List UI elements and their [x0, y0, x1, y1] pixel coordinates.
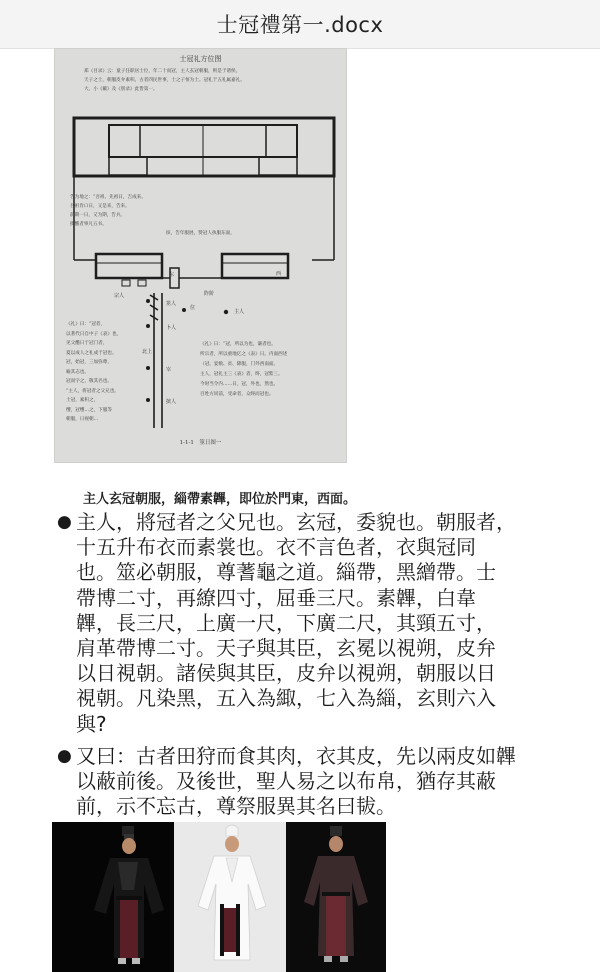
photo-dark-red-robe — [286, 822, 386, 972]
scan-left-note: 摄醮者事凡五书。 — [70, 222, 107, 227]
document-title: 士冠禮第一.docx — [216, 13, 384, 37]
title-bar — [0, 0, 600, 49]
photo-black-robe — [52, 822, 174, 972]
paragraph-line: 肩革帶博二寸。天子與其臣，玄冕以視朔，皮弁 — [76, 636, 496, 661]
scan-label: 位 — [190, 305, 196, 311]
scan-lower-left-notes: 《礼》曰：“冠者， 以著代日自中子《表》也， 见父醮日于冠门者， 夏以成人之礼成于冠也。 冠，始冠，三加弥尊， 喻其志也。 冠而字之，敬其名也。 “主人，将冠者之父兄也。 士冠，素积之， 缨，冠缨…之，下服等 朝服，日视朝… — [66, 322, 122, 422]
scan-intro-line: 郑《目录》云：童子任职居士位，年二十而冠，主人玄冠朝服，则是于诸侯。 — [84, 69, 241, 74]
paragraph-line: 主人，將冠者之父兄也。玄冠，委貌也。朝服者， — [76, 510, 516, 534]
paragraph-line: 十五升布衣而素裳也。衣不言色者，衣與冠同 — [76, 535, 476, 560]
paragraph-line: 以蔽前後。及後世，聖人易之以布帛，猶存其蔽 — [76, 769, 496, 794]
photo-white-robe — [174, 822, 286, 972]
scan-lower-right-notes: 《礼》曰：“冠，所以为也，谦者也。 所宗者，所以重地亿之《表》日。内面西述 （冠、宴飨、贫、降服，门外西南面。 主人，冠礼主三《表》者，终，冠紫三。 今时当令内……日，冠，外也，然也。 百姓方同前，受命者，众终而冠也。 — [200, 342, 288, 397]
scan-left-note: 吾祖肯口日，又是来，告来。 — [70, 204, 130, 209]
paragraph-line: 視朝。凡染黑，五入為緅，七入為緇，玄則六入 — [76, 686, 496, 711]
scan-label: 北上 — [142, 349, 153, 355]
bullet-paragraph-1 — [57, 510, 580, 737]
section-subheading: 主人玄冠朝服，緇帶素韠，即位於門東，西面。 — [83, 492, 357, 507]
scan-label: 东 — [169, 272, 175, 278]
scan-title: 士冠礼方位图 — [179, 55, 222, 63]
scanned-diagram-page — [54, 48, 347, 463]
scan-left-note: 前期一日，又为期，告兵。 — [70, 213, 126, 218]
paragraph-line: 又曰：古者田狩而食其肉，衣其皮，先以兩皮如韠 — [76, 744, 516, 768]
bullet-paragraph-2 — [57, 744, 580, 820]
scan-label: 筮人 — [166, 301, 177, 307]
scan-label: 摈人 — [166, 399, 177, 405]
paragraph-line: 也。筮必朝服，尊蓍龜之道。緇帶，黑繒帶。士 — [76, 560, 496, 585]
scan-figure-caption: 1-1-1 筮日图一 — [179, 440, 222, 446]
scan-intro-line: 天子之士，朝服皮弁素积。古者四民世事，士之子恒为士。冠礼于五礼属嘉礼。 — [84, 78, 245, 83]
scan-label: 宰 — [166, 367, 172, 373]
paragraph-line: 帶博二寸，再繚四寸，屈垂三尺。素韠，白韋 — [76, 585, 476, 610]
costume-photos — [52, 822, 386, 972]
scan-intro-line: 大、小《戴》及《别录》此皆第一。 — [84, 87, 158, 92]
paragraph-line: 與? — [76, 711, 107, 736]
scan-center-note: 摈，告年服展，赞冠人执服东面， — [166, 231, 235, 236]
scan-left-note: 告为地之：“吾祖、先祖日，吉成来。 — [70, 195, 146, 200]
scan-label: 西 — [276, 271, 282, 277]
scan-label: 主人 — [234, 309, 245, 315]
paragraph-line: 韠，長三尺，上廣一尺，下廣二尺，其頸五寸， — [76, 610, 496, 635]
paragraph-line: 以日視朝。諸侯與其臣，皮弁以視朔，朝服以日 — [76, 661, 496, 686]
scan-label: 卜人 — [166, 325, 177, 331]
scan-label: 宗人 — [114, 293, 125, 299]
bullet-icon: ● — [57, 512, 72, 532]
scan-label: 阼阶 — [204, 291, 215, 297]
paragraph-line: 前，示不忘古，尊祭服異其名曰韨。 — [76, 794, 396, 819]
bullet-icon: ● — [57, 746, 72, 766]
